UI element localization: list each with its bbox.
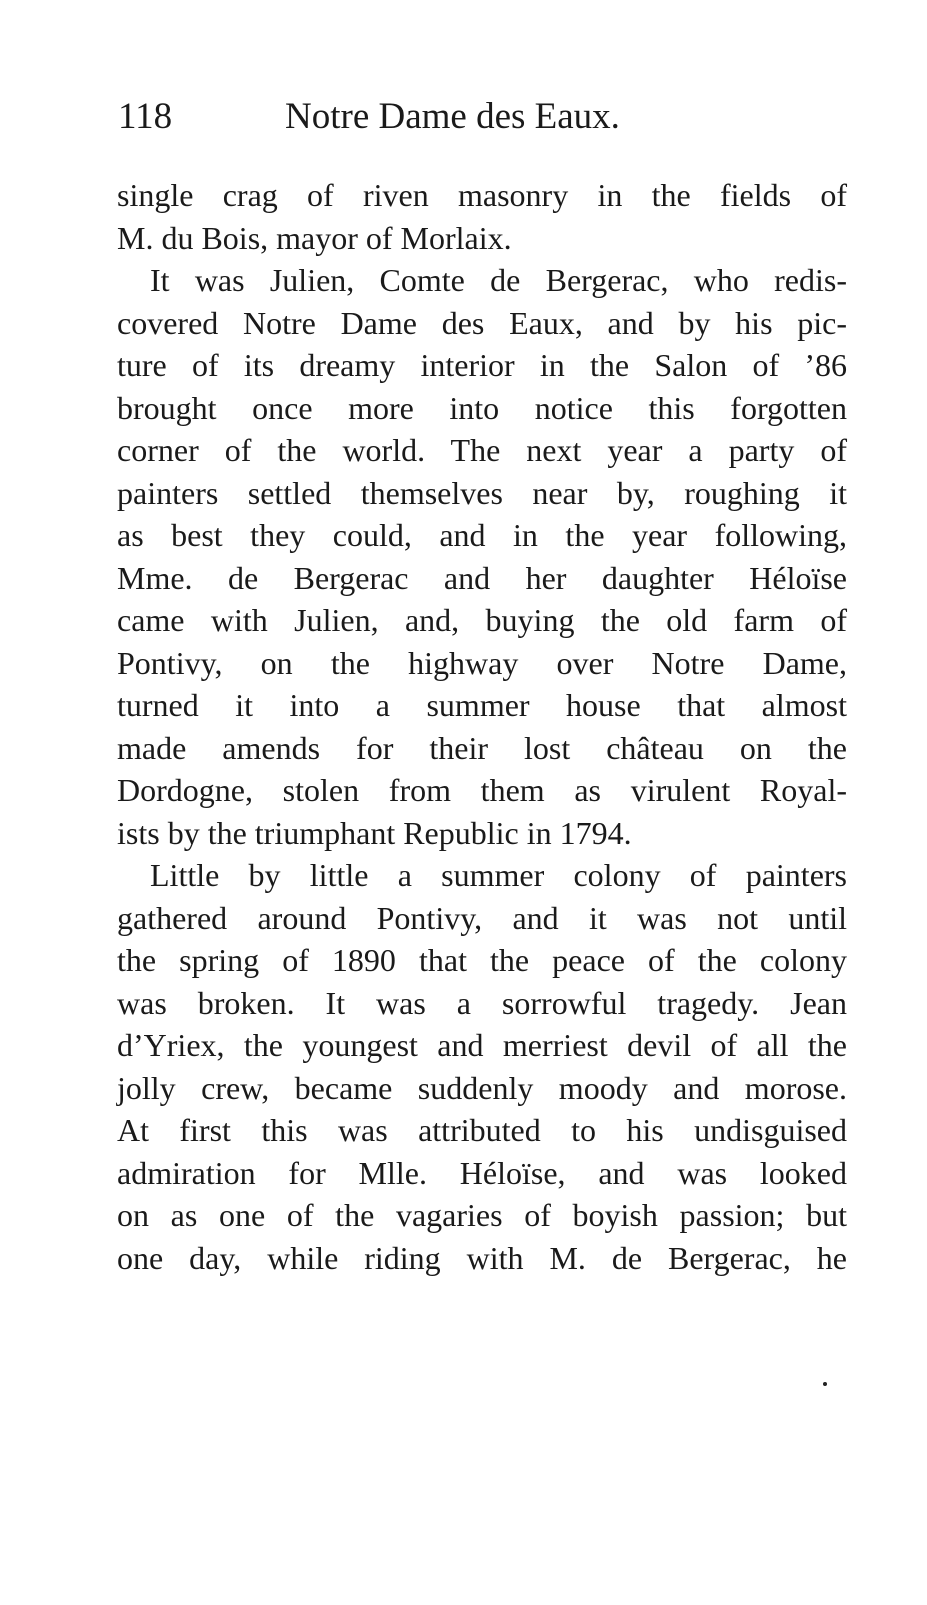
running-head [118, 92, 848, 142]
text-line: the spring of 1890 that the peace of the colony [117, 942, 847, 978]
running-title: Notre Dame des Eaux. [285, 96, 620, 137]
paragraph [117, 174, 847, 259]
body-text [117, 174, 847, 1279]
text-line: gathered around Pontivy, and it was not until [117, 899, 847, 936]
text-line: Little by little a summer colony of painters [150, 857, 847, 893]
text-line: Pontivy, on the highway over Notre Dame, [117, 644, 847, 681]
text-line: At first this was attributed to his undisguised [117, 1112, 847, 1148]
text-line: was broken. It was a sorrowful tragedy. Jean [117, 984, 847, 1021]
paragraph [117, 854, 847, 1279]
text-line: made amends for their lost château on the [117, 729, 847, 766]
text-line: single crag of riven masonry in the fields of [117, 177, 847, 213]
text-line: ture of its dreamy interior in the Salon of ’86 [117, 347, 847, 383]
text-line: M. du Bois, mayor of Morlaix. [117, 219, 512, 256]
text-line: Mme. de Bergerac and her daughter Héloïse [117, 559, 847, 596]
text-line: brought once more into notice this forgotten [117, 389, 847, 426]
paragraph [117, 259, 847, 854]
text-line: corner of the world. The next year a party of [117, 432, 847, 468]
text-line: turned it into a summer house that almost [117, 687, 847, 723]
text-line: ists by the triumphant Republic in 1794. [117, 814, 632, 851]
text-line: admiration for Mlle. Héloïse, and was looked [117, 1154, 847, 1191]
text-line: It was Julien, Comte de Bergerac, who redis- [150, 262, 847, 298]
text-line: painters settled themselves near by, roughing it [117, 474, 847, 511]
text-line: jolly crew, became suddenly moody and morose. [117, 1069, 847, 1106]
text-line: came with Julien, and, buying the old farm of [117, 602, 847, 638]
text-line: d’Yriex, the youngest and merriest devil of all the [117, 1027, 847, 1063]
page-speck [823, 1382, 827, 1386]
text-line: one day, while riding with M. de Bergerac, he [117, 1239, 847, 1276]
text-line: as best they could, and in the year following, [117, 517, 847, 553]
page-number: 118 [118, 96, 173, 137]
text-line: on as one of the vagaries of boyish passion; but [117, 1197, 847, 1233]
text-line: Dordogne, stolen from them as virulent Royal- [117, 772, 847, 808]
text-line: covered Notre Dame des Eaux, and by his pic- [117, 304, 847, 341]
